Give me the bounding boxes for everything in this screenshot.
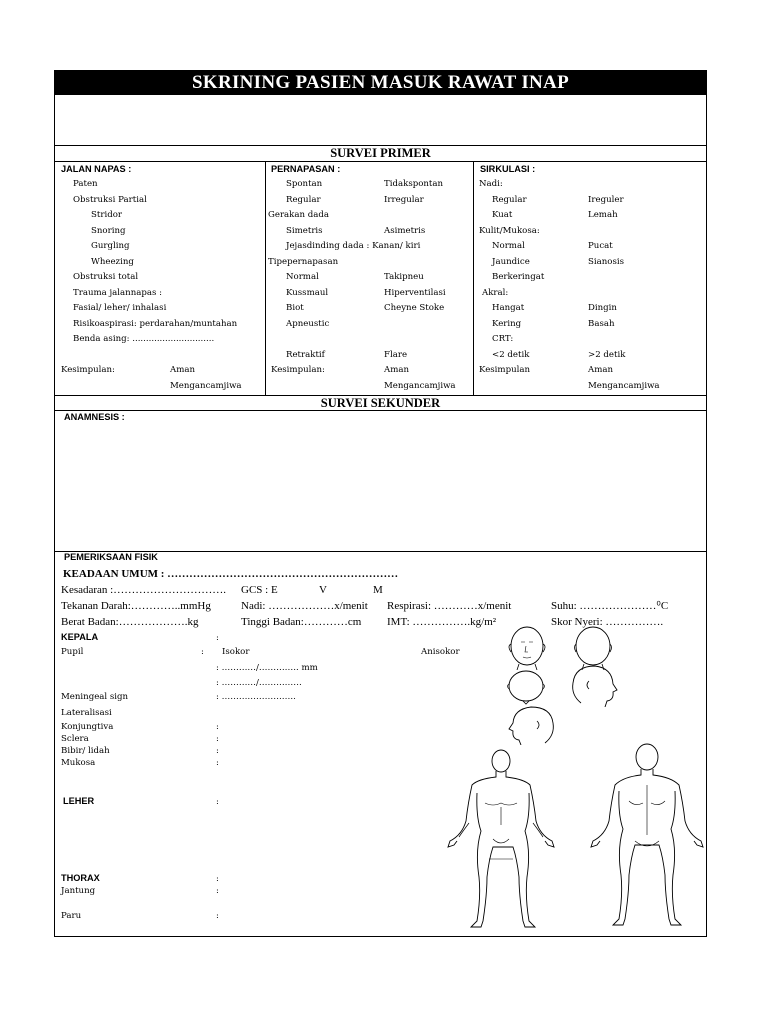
field-gcs-m[interactable]: M [373,584,383,596]
option-fasial[interactable]: Fasial/ leher/ inhalasi [73,303,167,313]
column-divider [473,161,474,395]
label-nadi: Nadi: [479,179,503,189]
survei-primer-title: SURVEI PRIMER [330,146,431,160]
field-gcs-e[interactable]: GCS : E [241,584,278,596]
field-keadaan-umum[interactable]: KEADAAN UMUM : ……………………………………………………… [63,568,399,580]
label-kesimpulan: Kesimpulan [479,365,531,375]
screening-form [54,70,707,937]
field-berat-badan[interactable]: Berat Badan:……………….kg [61,616,199,628]
field-pupil-size[interactable]: : …………/………….. mm [216,663,318,673]
option-mengancam-jiwa[interactable]: Mengancamjiwa [588,381,660,391]
thorax-label: THORAX [61,873,100,883]
pupil-colon: : [201,647,204,657]
konjungtiva-label: Konjungtiva [61,722,114,732]
label-trauma: Trauma jalannapas : [73,288,163,298]
label-kulit-mukosa: Kulit/Mukosa: [479,226,540,236]
label-akral: Akral: [482,288,509,298]
head-side-left-icon [503,705,563,745]
option-risiko-aspirasi[interactable]: Risikoaspirasi: perdarahan/muntahan [73,319,238,329]
column-divider [265,161,266,395]
option-kuat[interactable]: Kuat [492,210,513,220]
option-takipneu[interactable]: Takipneu [384,272,424,282]
mukosa-label: Mukosa [61,758,96,768]
option-kering[interactable]: Kering [492,319,522,329]
head-front-icon [501,624,571,670]
thorax-colon: : [216,874,219,884]
field-nadi[interactable]: Nadi: ………………x/menit [241,600,368,612]
field-gcs-v[interactable]: V [319,584,327,596]
option-crt-more-2[interactable]: >2 detik [588,350,626,360]
field-tekanan-darah[interactable]: Tekanan Darah:…………..mmHg [61,600,211,612]
sclera-label: Sclera [61,734,89,744]
option-wheezing[interactable]: Wheezing [91,257,134,267]
option-irregular[interactable]: Irregular [384,195,424,205]
kepala-colon: : [216,633,219,643]
sirkulasi-header: SIRKULASI : [480,164,536,174]
label-tipe-pernapasan: Tipepernapasan [268,257,339,267]
konjungtiva-colon: : [216,722,219,732]
paru-colon: : [216,911,219,921]
option-aman[interactable]: Aman [170,365,196,375]
option-spontan[interactable]: Spontan [286,179,323,189]
bibir-colon: : [216,746,219,756]
option-flare[interactable]: Flare [384,350,408,360]
option-apneustic[interactable]: Apneustic [286,319,330,329]
option-snoring[interactable]: Snoring [91,226,126,236]
jantung-label: Jantung [61,886,96,896]
option-hiperventilasi[interactable]: Hiperventilasi [384,288,446,298]
option-obstruksi-total[interactable]: Obstruksi total [73,272,139,282]
form-title: SKRINING PASIEN MASUK RAWAT INAP [55,71,706,95]
option-regular[interactable]: Regular [286,195,321,205]
option-kussmaul[interactable]: Kussmaul [286,288,329,298]
divider [55,410,706,411]
meningeal-label: Meningeal sign [61,692,129,702]
mukosa-colon: : [216,758,219,768]
option-sianosis[interactable]: Sianosis [588,257,625,267]
option-normal[interactable]: Normal [286,272,319,282]
label-gerakan-dada: Gerakan dada [268,210,330,220]
jantung-colon: : [216,886,219,896]
option-gurgling[interactable]: Gurgling [91,241,130,251]
pernapasan-header: PERNAPASAN : [271,164,341,174]
option-normal[interactable]: Normal [492,241,525,251]
option-paten[interactable]: Paten [73,179,98,189]
survei-sekunder-title: SURVEI SEKUNDER [320,396,441,410]
option-ireguler[interactable]: Ireguler [588,195,624,205]
label-crt: CRT: [492,334,514,344]
field-tinggi-badan[interactable]: Tinggi Badan:…………cm [241,616,362,628]
field-skor-nyeri[interactable]: Skor Nyeri: ……………. [551,616,664,628]
pemeriksaan-fisik-header: PEMERIKSAAN FISIK [64,552,158,562]
label-kesimpulan: Kesimpulan: [271,365,325,375]
option-dingin[interactable]: Dingin [588,303,617,313]
option-biot[interactable]: Biot [286,303,304,313]
leher-label: LEHER [63,796,95,806]
option-obstruksi-partial[interactable]: Obstruksi Partial [73,195,147,205]
option-anisokor[interactable]: Anisokor [421,647,460,657]
bibir-label: Bibir/ lidah [61,746,110,756]
field-suhu[interactable]: Suhu: …………………⁰C [551,600,669,612]
option-stridor[interactable]: Stridor [91,210,122,220]
option-mengancam-jiwa[interactable]: Mengancamjiwa [170,381,242,391]
label-kesimpulan: Kesimpulan: [61,365,115,375]
divider [55,161,706,162]
body-back-icon [589,741,707,937]
option-crt-less-2[interactable]: <2 detik [492,350,530,360]
sclera-colon: : [216,734,219,744]
body-front-icon [447,747,557,937]
option-aman[interactable]: Aman [384,365,410,375]
option-mengancam-jiwa[interactable]: Mengancamjiwa [384,381,456,391]
option-regular[interactable]: Regular [492,195,527,205]
option-lemah[interactable]: Lemah [588,210,618,220]
anamnesis-label: ANAMNESIS : [64,412,125,422]
option-jejas-dinding-dada[interactable]: Jejasdinding dada : Kanan/ kiri [286,241,421,251]
option-retraktif[interactable]: Retraktif [286,350,325,360]
option-jaundice[interactable]: Jaundice [492,257,530,267]
option-tidakspontan[interactable]: Tidakspontan [384,179,444,189]
head-side-right-icon [563,663,623,707]
option-cheyne-stoke[interactable]: Cheyne Stoke [384,303,445,313]
option-hangat[interactable]: Hangat [492,303,525,313]
option-isokor[interactable]: Isokor [222,647,250,657]
option-pucat[interactable]: Pucat [588,241,613,251]
paru-label: Paru [61,911,82,921]
lateralisasi-label: Lateralisasi [61,708,112,718]
option-berkeringat[interactable]: Berkeringat [492,272,545,282]
option-asimetris[interactable]: Asimetris [384,226,426,236]
kepala-label: KEPALA [61,632,99,642]
option-basah[interactable]: Basah [588,319,615,329]
field-benda-asing[interactable]: Benda asing: .............................. [73,334,215,344]
field-imt[interactable]: IMT: …………….kg/m² [387,616,497,628]
field-meningeal[interactable]: : …………………….. [216,692,296,702]
option-aman[interactable]: Aman [588,365,614,375]
field-pupil-reflex[interactable]: : …………/…………… [216,678,302,688]
pupil-label: Pupil [61,647,84,657]
option-simetris[interactable]: Simetris [286,226,323,236]
field-respirasi[interactable]: Respirasi: …………x/menit [387,600,512,612]
leher-colon: : [216,797,219,807]
jalan-napas-header: JALAN NAPAS : [61,164,132,174]
head-top-icon [503,669,549,705]
field-kesadaran[interactable]: Kesadaran :…………………………. [61,584,226,596]
